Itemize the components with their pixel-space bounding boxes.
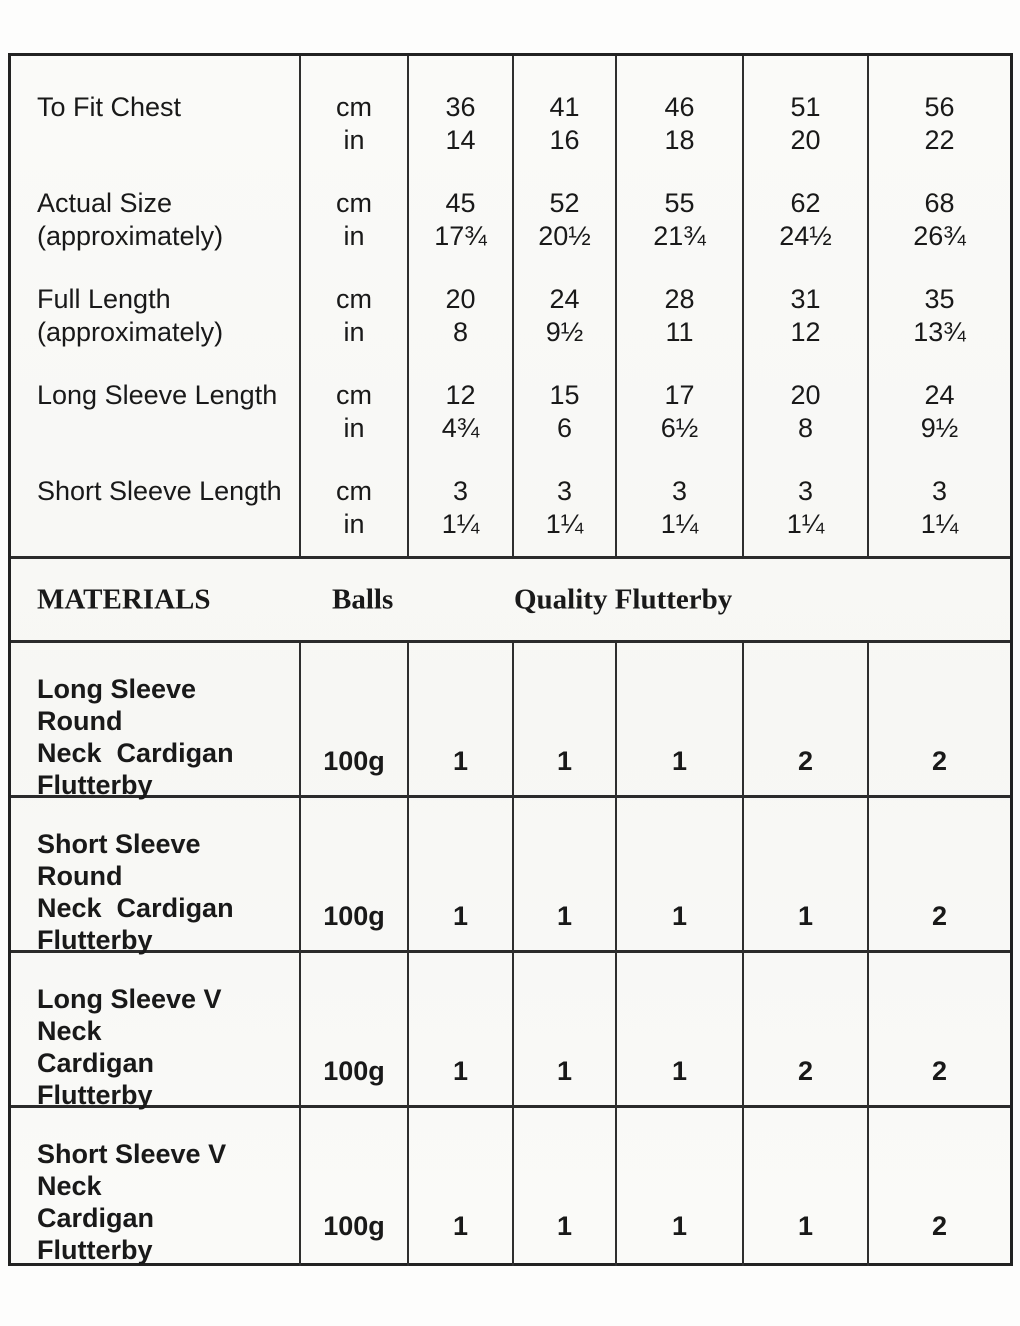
product-name-line: Flutterby [37,1080,153,1110]
ball-count-cell [617,1108,744,1266]
value-in: 12 [790,317,821,347]
product-name-line: Flutterby [37,925,153,955]
value-cell [869,172,1010,268]
value-in: 8 [452,317,469,347]
product-name-line: Flutterby [37,770,153,800]
ball-count: 1 [556,1056,573,1086]
value-in: 4¾ [441,413,480,443]
ball-count-cell [617,643,744,801]
ball-count: 1 [797,901,814,931]
row-sublabel: (approximately) [37,317,224,347]
value-cell [514,364,617,460]
row-label-cell [11,56,301,172]
value-cell [869,56,1010,172]
sizing-section [11,56,1010,556]
value-cm: 20 [445,284,476,314]
ball-count-cell [409,1108,514,1266]
sizing-row-long-sleeve-length [11,364,1010,460]
unit-in: in [343,509,365,539]
value-cm: 45 [445,188,476,218]
balls-column-label: Balls [332,583,394,615]
ball-count-cell [869,798,1010,956]
value-cell [409,364,514,460]
ball-count-cell [514,798,617,956]
row-label-cell [11,172,301,268]
product-name-line: Neck Cardigan [37,893,234,923]
product-name-line: Long Sleeve Round [37,674,204,736]
unit-in: in [343,317,365,347]
ball-count: 1 [452,1056,469,1086]
value-cell [744,460,869,556]
ball-count-cell [409,643,514,801]
ball-count-cell [514,1108,617,1266]
value-cm: 35 [924,284,955,314]
product-name-line: Neck Cardigan [37,738,234,768]
product-name-cell [11,798,301,956]
value-cm: 28 [664,284,695,314]
unit-cm: cm [336,380,372,410]
value-in: 16 [549,125,580,155]
value-cm: 20 [790,380,821,410]
value-in: 20½ [538,221,591,251]
product-row-short-sleeve-round-neck [11,798,1010,953]
ball-count: 1 [797,1211,814,1241]
value-cm: 36 [445,92,476,122]
value-cm: 3 [671,476,688,506]
value-cell [617,172,744,268]
unit-cm: cm [336,476,372,506]
value-cm: 46 [664,92,695,122]
value-in: 8 [797,413,814,443]
value-cm: 31 [790,284,821,314]
ball-weight: 100g [323,1056,385,1086]
value-cell [409,268,514,364]
sizing-row-short-sleeve-length [11,460,1010,556]
unit-cell [301,460,409,556]
product-name-line: Long Sleeve V Neck [37,984,230,1046]
ball-count: 2 [931,901,948,931]
value-in: 1¼ [786,509,825,539]
value-in: 18 [664,125,695,155]
unit-in: in [343,125,365,155]
ball-weight-cell [301,1108,409,1266]
ball-count-cell [744,1108,869,1266]
ball-count: 1 [556,1211,573,1241]
value-in: 24½ [779,221,832,251]
value-cell [617,268,744,364]
ball-weight: 100g [323,901,385,931]
product-name-cell [11,643,301,801]
ball-count-cell [514,953,617,1111]
value-in: 22 [924,125,955,155]
value-cm: 15 [549,380,580,410]
unit-cell [301,364,409,460]
value-in: 17¾ [434,221,487,251]
row-sublabel: (approximately) [37,221,224,251]
value-in: 6½ [660,413,699,443]
ball-count: 2 [931,1211,948,1241]
row-label-cell [11,460,301,556]
value-cell [514,460,617,556]
ball-count: 2 [931,1056,948,1086]
product-name-cell [11,953,301,1111]
ball-count-cell [869,1108,1010,1266]
value-cell [514,172,617,268]
product-name-line: Cardigan [37,1048,155,1078]
value-cell [744,56,869,172]
ball-count: 2 [931,746,948,776]
row-label: Long Sleeve Length [37,380,278,410]
value-cm: 12 [445,380,476,410]
value-cm: 24 [924,380,955,410]
ball-count-cell [617,953,744,1111]
product-row-long-sleeve-round-neck [11,643,1010,798]
value-cell [744,268,869,364]
ball-count: 1 [671,1056,688,1086]
value-cm: 3 [931,476,948,506]
value-cell [617,56,744,172]
ball-weight-cell [301,798,409,956]
product-row-short-sleeve-v-neck [11,1108,1010,1263]
value-in: 14 [445,125,476,155]
ball-count: 1 [671,1211,688,1241]
value-in: 9½ [920,413,959,443]
sizing-row-actual-size [11,172,1010,268]
value-cm: 68 [924,188,955,218]
value-in: 1¼ [660,509,699,539]
value-cell [744,172,869,268]
ball-count-cell [869,643,1010,801]
materials-header-row [11,556,1010,643]
value-cell [617,460,744,556]
products-section [11,643,1010,1263]
value-cell [744,364,869,460]
ball-weight-cell [301,643,409,801]
unit-cell [301,172,409,268]
row-label-cell [11,268,301,364]
materials-title: MATERIALS [37,583,211,615]
ball-count: 1 [671,746,688,776]
ball-count-cell [869,953,1010,1111]
sizing-row-to-fit-chest [11,56,1010,172]
value-cm: 3 [452,476,469,506]
value-cell [869,364,1010,460]
value-cm: 3 [556,476,573,506]
value-cm: 41 [549,92,580,122]
ball-count: 1 [452,746,469,776]
ball-count: 1 [452,1211,469,1241]
value-in: 11 [665,317,694,347]
quality-label: Quality Flutterby [514,583,733,615]
value-in: 9½ [545,317,584,347]
row-label: Full Length [37,284,171,314]
unit-in: in [343,413,365,443]
value-in: 20 [790,125,821,155]
row-label: Actual Size [37,188,173,218]
product-row-long-sleeve-v-neck [11,953,1010,1108]
value-cm: 56 [924,92,955,122]
value-cell [617,364,744,460]
ball-count: 1 [556,901,573,931]
unit-cm: cm [336,188,372,218]
value-cell [409,172,514,268]
row-label: To Fit Chest [37,92,182,122]
value-in: 21¾ [653,221,706,251]
unit-in: in [343,221,365,251]
value-in: 1¼ [441,509,480,539]
row-label-cell [11,364,301,460]
value-cell [869,460,1010,556]
product-name-line: Cardigan [37,1203,155,1233]
value-cm: 55 [664,188,695,218]
value-cell [409,460,514,556]
ball-count: 2 [797,1056,814,1086]
row-label: Short Sleeve Length [37,476,282,506]
ball-count-cell [744,953,869,1111]
product-name-line: Flutterby [37,1235,153,1265]
unit-cm: cm [336,284,372,314]
value-cm: 52 [549,188,580,218]
value-in: 6 [556,413,573,443]
value-cm: 24 [549,284,580,314]
unit-cm: cm [336,92,372,122]
value-in: 1¼ [545,509,584,539]
ball-count-cell [744,643,869,801]
unit-cell [301,268,409,364]
unit-cell [301,56,409,172]
ball-count-cell [744,798,869,956]
value-cell [514,56,617,172]
ball-weight-cell [301,953,409,1111]
ball-weight: 100g [323,1211,385,1241]
value-in: 13¾ [913,317,966,347]
value-cm: 17 [664,380,695,410]
value-cm: 51 [790,92,821,122]
value-cm: 62 [790,188,821,218]
ball-count-cell [409,798,514,956]
ball-count: 1 [556,746,573,776]
value-cell [409,56,514,172]
value-in: 26¾ [913,221,966,251]
sizing-row-full-length [11,268,1010,364]
product-name-line: Short Sleeve V Neck [37,1139,234,1201]
value-in: 1¼ [920,509,959,539]
ball-count: 1 [671,901,688,931]
ball-count: 1 [452,901,469,931]
value-cell [514,268,617,364]
ball-count-cell [514,643,617,801]
size-and-materials-table [8,53,1013,1266]
value-cm: 3 [797,476,814,506]
ball-count-cell [617,798,744,956]
ball-weight: 100g [323,746,385,776]
product-name-cell [11,1108,301,1266]
ball-count: 2 [797,746,814,776]
ball-count-cell [409,953,514,1111]
product-name-line: Short Sleeve Round [37,829,209,891]
value-cell [869,268,1010,364]
